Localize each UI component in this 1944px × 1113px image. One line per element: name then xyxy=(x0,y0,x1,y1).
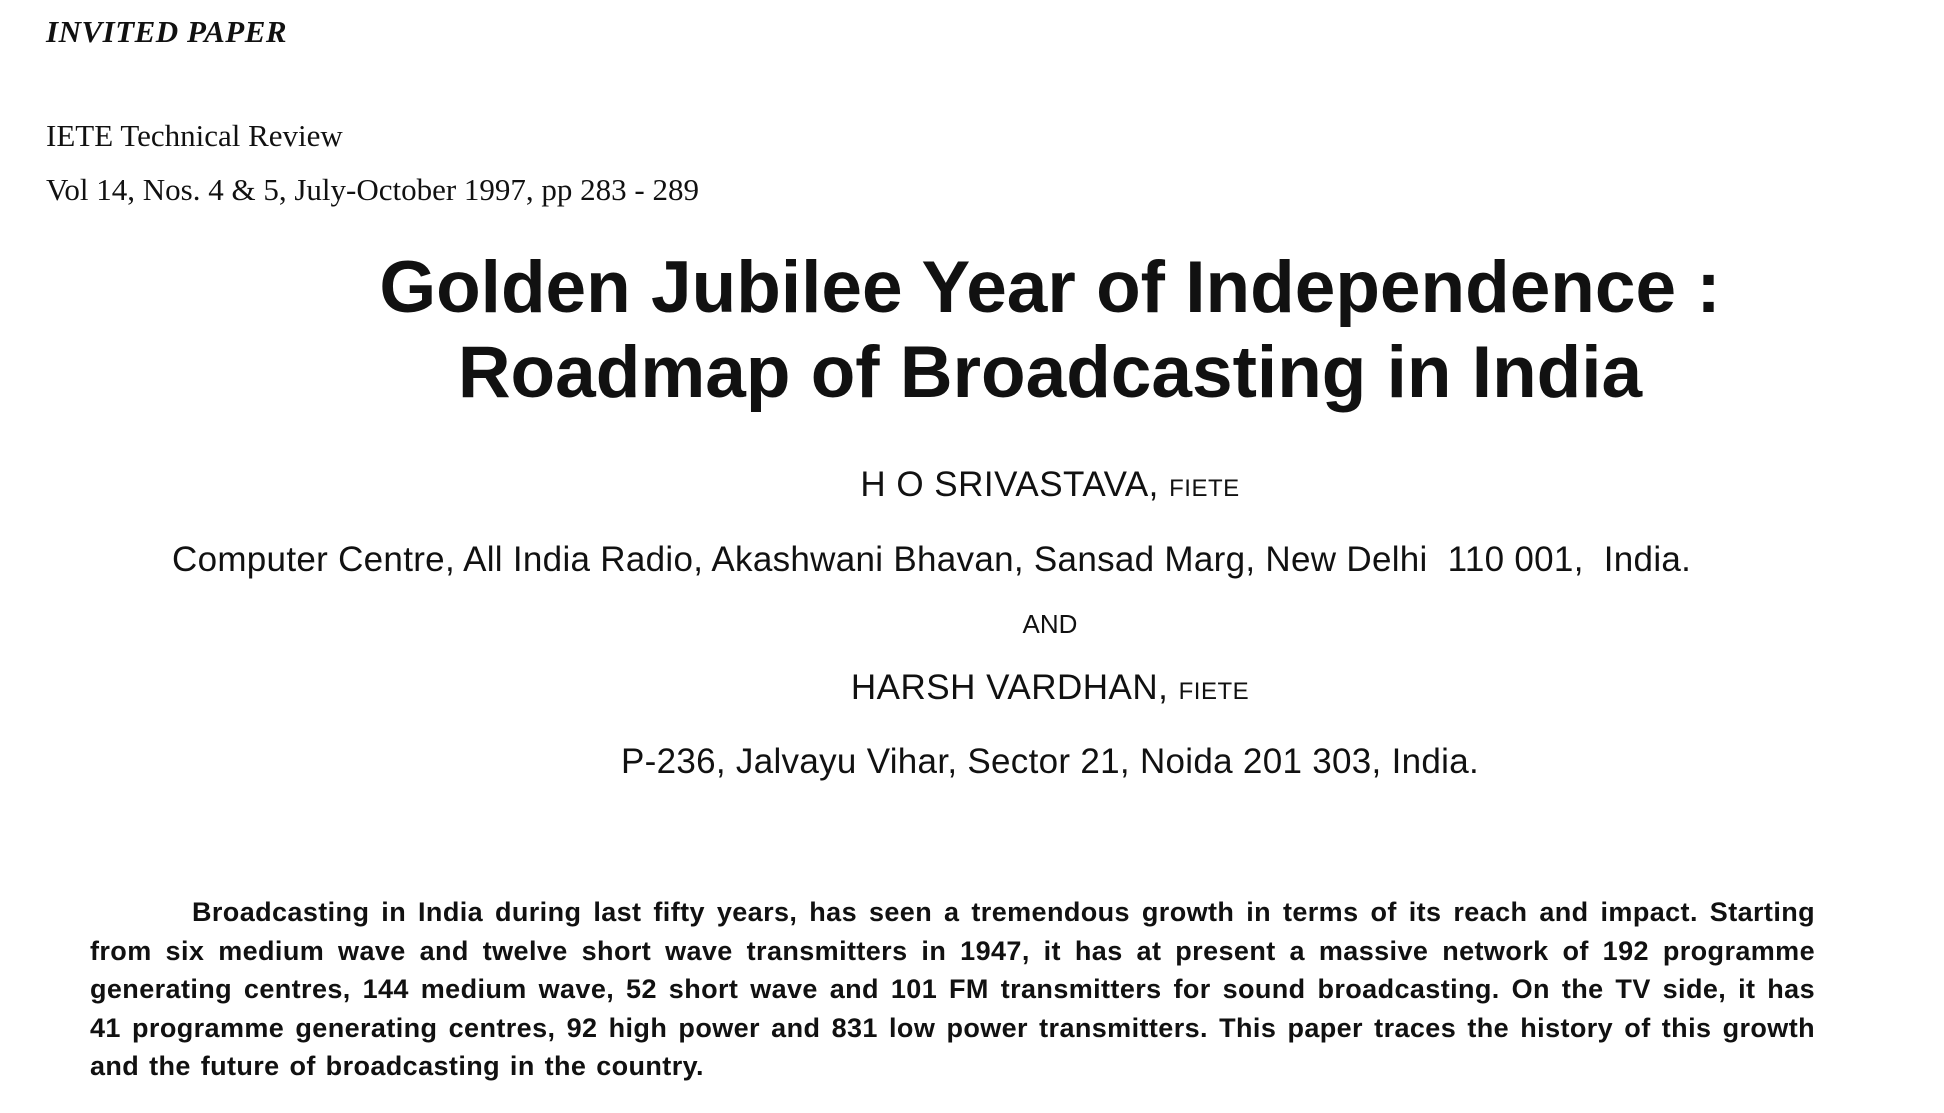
author-1 xyxy=(0,465,1944,505)
volume-info: Vol 14, Nos. 4 & 5, July-October 1997, pp 283 - 289 xyxy=(46,172,699,207)
paper-type-label: INVITED PAPER xyxy=(46,14,288,49)
author-2 xyxy=(0,668,1944,708)
author-1-name: H O SRIVASTAVA, xyxy=(860,465,1159,504)
paper-title-line-2: Roadmap of Broadcasting in India xyxy=(457,332,1643,413)
author-1-suffix: FIETE xyxy=(1169,475,1240,502)
journal-name: IETE Technical Review xyxy=(46,118,343,153)
author-2-affiliation: P-236, Jalvayu Vihar, Sector 21, Noida 201 303, India. xyxy=(620,742,1480,781)
author-conjunction: AND xyxy=(1022,609,1078,639)
author-2-name: HARSH VARDHAN, xyxy=(850,668,1169,707)
author-1-affiliation: Computer Centre, All India Radio, Akashwani Bhavan, Sansad Marg, New Delhi 110 001, India. xyxy=(172,540,1692,579)
author-2-suffix: FIETE xyxy=(1178,678,1250,705)
paper-title-line-1: Golden Jubilee Year of Independence : xyxy=(379,247,1721,328)
abstract-paragraph: Broadcasting in India during last fifty years, has seen a tremendous growth in terms of its reach and impact. Starting from six medium wave and twelve short wave transmitters in 1947, it has at present a massive network of 192 programme generating centres, 144 medium wave, 52 short wave and 101 FM transmitters for sound broadcasting. On the TV side, it has 41 programme generating centres, 92 high power and 831 low power transmitters. This paper traces the history of this growth and the future of broadcasting in the country. xyxy=(90,897,1815,1082)
